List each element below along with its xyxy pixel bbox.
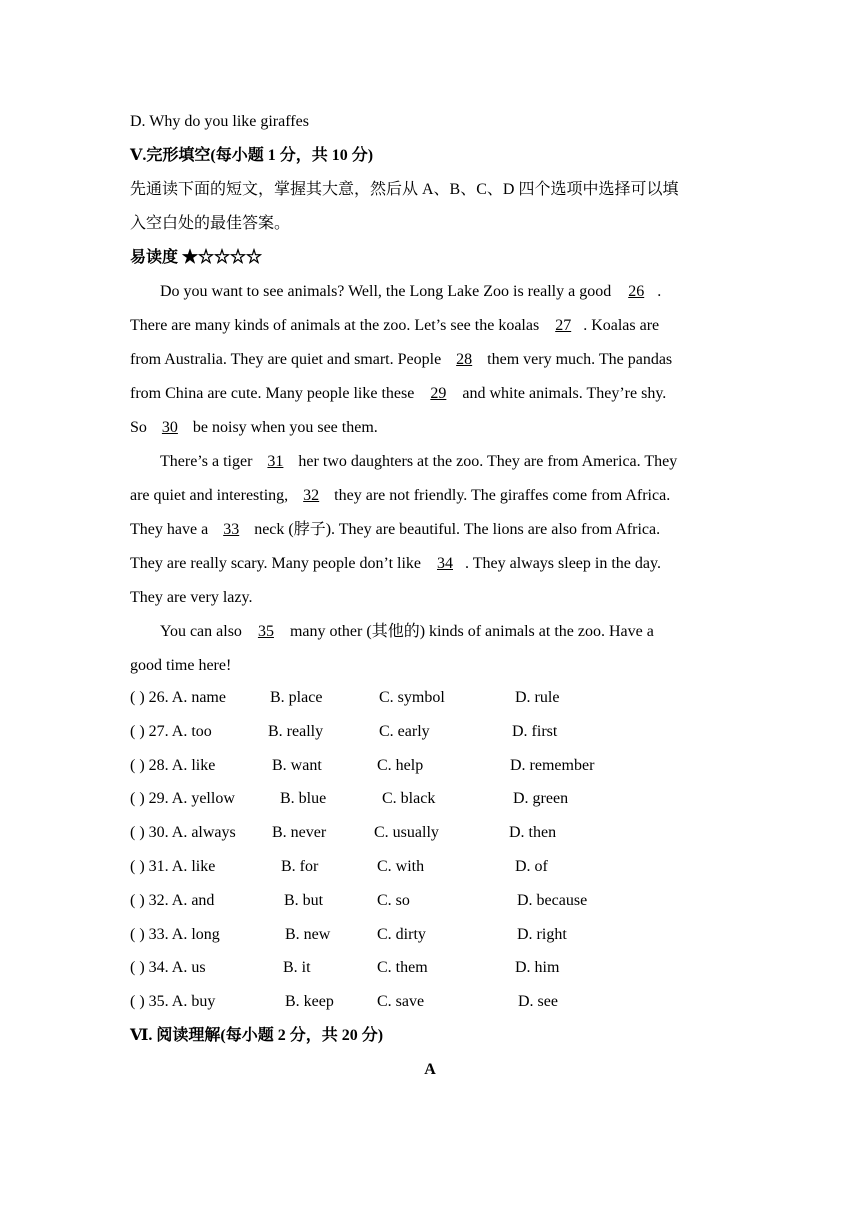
passage-line xyxy=(130,349,672,371)
option-c: C. them xyxy=(377,959,428,977)
passage-text: from China are cute. Many people like these xyxy=(130,385,419,402)
option-b: B. never xyxy=(272,824,327,842)
passage-text: . Koalas are xyxy=(583,317,660,334)
blank-29: 29 xyxy=(430,385,447,402)
passage-text: There’s a tiger xyxy=(160,453,257,470)
option-d: D. of xyxy=(515,858,548,875)
passage-text: her two daughters at the zoo. They are from America. They xyxy=(294,453,678,470)
blank-35: 35 xyxy=(257,623,274,640)
passage-text: neck (脖子). They are beautiful. The lions are also from Africa. xyxy=(250,521,661,538)
section-5-instruction-line-2: 入空白处的最佳答案。 xyxy=(130,215,291,232)
option-d: D. right xyxy=(517,925,567,943)
question-stem: ( ) 32. A. and xyxy=(130,891,215,909)
option-c: C. help xyxy=(377,756,424,774)
passage-line xyxy=(130,417,378,439)
question-stem: ( ) 27. A. too xyxy=(130,722,212,740)
passage-line xyxy=(160,621,654,643)
passage-line xyxy=(130,485,670,507)
option-b: B. for xyxy=(281,858,319,875)
option-d: D. him xyxy=(515,959,560,977)
passage-text: . xyxy=(657,283,662,300)
passage-line xyxy=(130,519,660,541)
question-stem: ( ) 33. A. long xyxy=(130,925,220,943)
option-d: D. remember xyxy=(510,756,595,774)
option-c: C. early xyxy=(379,722,430,740)
question-stem: ( ) 26. A. name xyxy=(130,689,226,706)
option-d: D. see xyxy=(518,993,558,1011)
option-b: B. blue xyxy=(280,790,327,808)
passage-line: good time here! xyxy=(130,657,232,674)
passage-text: Do you want to see animals? Well, the Long Lake Zoo is really a good xyxy=(160,283,616,300)
passage-line xyxy=(160,281,661,303)
blank-27: 27 xyxy=(555,317,572,334)
passage-line xyxy=(130,315,659,337)
question-stem: ( ) 31. A. like xyxy=(130,858,216,875)
passage-text: . They always sleep in the day. xyxy=(465,555,661,572)
blank-33: 33 xyxy=(223,521,240,538)
option-b: B. keep xyxy=(285,993,334,1011)
question-stem: ( ) 30. A. always xyxy=(130,824,236,842)
option-b: B. but xyxy=(284,891,324,909)
option-c: C. usually xyxy=(374,824,439,842)
option-b: B. it xyxy=(283,959,311,977)
passage-line xyxy=(130,383,666,405)
passage-line xyxy=(130,553,661,575)
option-d: D. then xyxy=(509,824,557,842)
passage-line: They are very lazy. xyxy=(130,589,253,606)
passage-text: There are many kinds of animals at the zoo. Let’s see the koalas xyxy=(130,317,544,334)
option-c: C. black xyxy=(382,790,436,808)
passage-text: You can also xyxy=(160,623,246,640)
option-c: C. save xyxy=(377,993,425,1011)
option-d: D. rule xyxy=(515,689,560,706)
option-b: B. really xyxy=(268,722,324,740)
passage-line xyxy=(160,451,677,473)
option-d: D. first xyxy=(512,722,558,740)
option-b: B. place xyxy=(270,689,323,706)
passage-text: them very much. The pandas xyxy=(483,351,673,368)
question-stem: ( ) 29. A. yellow xyxy=(130,790,235,808)
blank-32: 32 xyxy=(303,487,320,504)
difficulty-rating: 易读度 ★☆☆☆☆ xyxy=(130,249,263,266)
option-c: C. so xyxy=(377,891,410,909)
previous-option-d: D. Why do you like giraffes xyxy=(130,113,309,130)
option-c: C. symbol xyxy=(379,689,445,706)
passage-text: many other (其他的) kinds of animals at the zoo. Have a xyxy=(285,623,654,640)
section-5-instruction-line-1: 先通读下面的短文，掌握其大意，然后从 A、B、C、D 四个选项中选择可以填 xyxy=(130,181,679,198)
passage-text: and white animals. They’re shy. xyxy=(458,385,667,402)
passage-text: They have a xyxy=(130,521,213,538)
blank-31: 31 xyxy=(267,453,284,470)
question-stem: ( ) 34. A. us xyxy=(130,959,206,977)
blank-28: 28 xyxy=(456,351,473,368)
part-a-label: A xyxy=(424,1061,436,1078)
option-d: D. green xyxy=(513,790,569,808)
passage-text: They are really scary. Many people don’t like xyxy=(130,555,425,572)
section-5-title: Ⅴ.完形填空(每小题 1 分，共 10 分) xyxy=(130,147,374,164)
passage-text: are quiet and interesting, xyxy=(130,487,293,504)
question-stem: ( ) 28. A. like xyxy=(130,756,216,774)
question-stem: ( ) 35. A. buy xyxy=(130,993,216,1011)
section-6-title: Ⅵ. 阅读理解(每小题 2 分，共 20 分) xyxy=(130,1027,384,1044)
passage-text: they are not friendly. The giraffes come from Africa. xyxy=(330,487,671,504)
blank-30: 30 xyxy=(161,419,178,436)
option-c: C. dirty xyxy=(377,925,426,943)
passage-text: So xyxy=(130,419,151,436)
option-b: B. want xyxy=(272,756,322,774)
option-b: B. new xyxy=(285,925,331,943)
blank-26: 26 xyxy=(628,283,645,300)
blank-34: 34 xyxy=(437,555,453,572)
passage-text: be noisy when you see them. xyxy=(188,419,378,436)
option-d: D. because xyxy=(517,891,588,909)
option-c: C. with xyxy=(377,858,425,875)
passage-text: from Australia. They are quiet and smart. People xyxy=(130,351,446,368)
